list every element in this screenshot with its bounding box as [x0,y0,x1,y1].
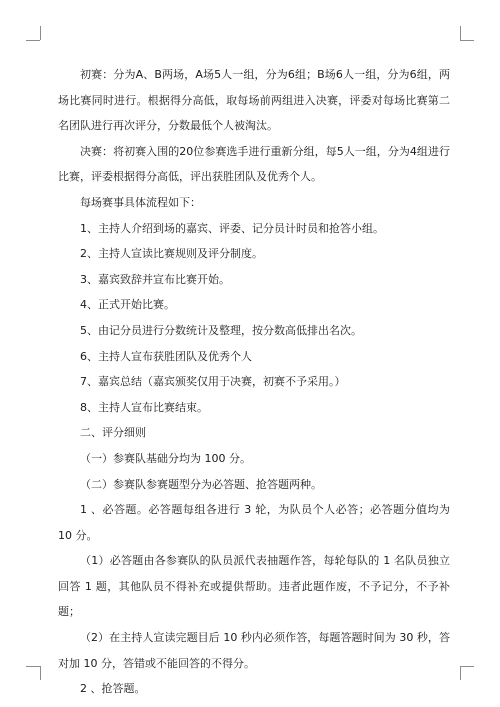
document-body [58,62,450,702]
list-item-step-4: 4、正式开始比赛。 [80,298,175,312]
rule-required-questions: 1 、必答题。必答题每组各进行 3 轮，为队员个人必答；必答题分值均为 10 分。 [58,503,450,542]
list-item-step-6: 6、主持人宣布获胜团队及优秀个人 [80,349,252,363]
list-item-step-5: 5、由记分员进行分数统计及整理，按分数高低排出名次。 [80,323,362,337]
rule-quick-answer: 2 、抢答题。 [80,682,146,696]
list-item-step-3: 3、嘉宾致辞并宣布比赛开始。 [80,272,230,286]
list-item-step-7: 7、嘉宾总结（嘉宾颁奖仅用于决赛，初赛不予采用。） [80,375,346,389]
paragraph-preliminary-round: 初赛：分为A、B两场，A场5人一组，分为6组；B场6人一组，分为6组，两场比赛同时进行。根据得分高低，取每场前两组进入决赛，评委对每场比赛第二名团队进行再次评分，分数最低个人被淘汰。 [58,68,450,133]
list-item-step-1: 1、主持人介绍到场的嘉宾、评委、记分员计时员和抢答小组。 [80,221,384,235]
paragraph-final-round: 决赛：将初赛入围的20位参赛选手进行重新分组，每5人一组，分为4组进行比赛，评委根据得分高低，评出获胜团队及优秀个人。 [58,144,450,184]
rule-question-types: （二）参赛队参赛题型分为必答题、抢答题两种。 [80,477,322,491]
rule-base-score: （一）参赛队基础分均为 100 分。 [80,451,251,465]
list-item-step-8: 8、主持人宣布比赛结束。 [80,400,208,414]
section-heading-scoring-rules: 二、评分细则 [80,426,146,440]
list-item-step-2: 2、主持人宣读比赛规则及评分制度。 [80,247,263,261]
rule-required-detail-2: （2）在主持人宣读完题目后 10 秒内必须作答，每题答题时间为 30 秒，答对加 10 分，答错或不能回答的不得分。 [58,631,450,670]
paragraph-process-intro: 每场赛事具体流程如下： [80,195,201,209]
rule-required-detail-1: （1）必答题由各参赛队的队员派代表抽题作答，每轮每队的 1 名队员独立回答 1 题，其他队员不得补充或提供帮助。违者此题作废，不予记分，不予补题； [58,554,450,619]
